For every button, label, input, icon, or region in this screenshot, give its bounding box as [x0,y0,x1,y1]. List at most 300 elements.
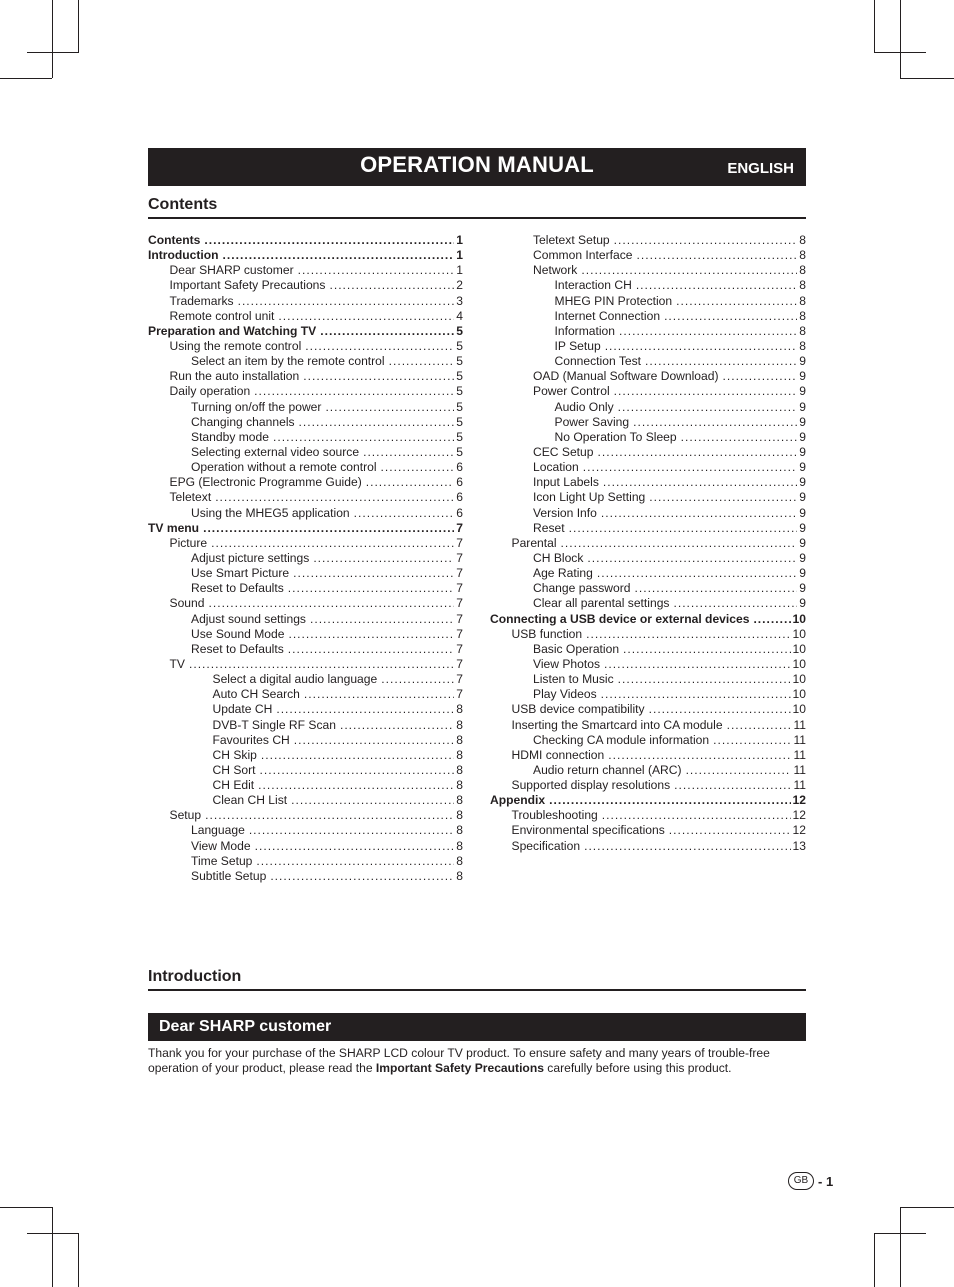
toc-leader-dots [587,551,797,566]
toc-entry-page: 7 [456,656,463,671]
toc-entry-label: Input Labels [533,475,599,490]
toc-entry [148,445,463,460]
toc-entry-label: DVB-T Single RF Scan [212,717,336,732]
toc-leader-dots [320,324,454,339]
introduction-heading: Introduction [148,968,806,991]
crop-mark [900,0,901,78]
toc-entry-label: Use Sound Mode [191,626,285,641]
toc-entry [490,278,806,293]
toc-entry-page: 7 [456,535,463,550]
toc-entry [490,460,806,475]
toc-entry-label: Setup [169,808,202,823]
toc-entry [148,748,463,763]
toc-entry-label: Checking CA module information [533,732,710,747]
toc-entry [148,687,463,702]
toc-leader-dots [569,521,798,536]
toc-entry-page: 10 [792,641,806,656]
crop-mark [52,0,53,78]
toc-entry [490,551,806,566]
toc-entry-label: Play Videos [533,687,597,702]
toc-entry-label: MHEG PIN Protection [554,293,673,308]
toc-entry [490,566,806,581]
toc-leader-dots [310,612,454,627]
title-banner [148,148,806,186]
toc-entry-page: 8 [456,732,463,747]
toc-entry-label: Connection Test [554,354,642,369]
toc-leader-dots [618,672,791,687]
toc-leader-dots [238,294,455,309]
toc-entry [490,430,806,445]
crop-mark [900,78,954,79]
toc-entry-label: Selecting external video source [191,444,360,459]
toc-entry [490,612,806,627]
toc-entry-page: 9 [799,460,806,475]
toc-entry-label: Dear SHARP customer [169,263,294,278]
toc-leader-dots [623,642,791,657]
toc-entry-page: 12 [792,808,806,823]
toc-entry-page: 10 [792,702,806,717]
toc-entry-page: 9 [799,399,806,414]
toc-entry [148,581,463,596]
toc-entry-label: Time Setup [191,853,253,868]
toc-entry-label: Update CH [212,702,273,717]
toc-entry-page: 7 [456,672,463,687]
toc-leader-dots [208,596,454,611]
toc-entry-page: 9 [799,550,806,565]
toc-entry-label: Reset to Defaults [191,581,284,596]
crop-mark [0,78,52,79]
toc-leader-dots [614,384,798,399]
toc-entry-label: Adjust sound settings [191,611,306,626]
toc-leader-dots [260,763,455,778]
toc-entry-label: No Operation To Sleep [554,429,677,444]
toc-leader-dots [649,490,797,505]
toc-leader-dots [381,672,454,687]
toc-entry-label: Standby mode [191,429,269,444]
toc-entry-page: 5 [456,369,463,384]
toc-entry-page: 1 [456,248,463,263]
toc-entry [490,657,806,672]
toc-entry [490,733,806,748]
toc-entry [148,460,463,475]
toc-entry-page: 11 [793,747,806,762]
crop-mark [900,1207,901,1287]
toc-leader-dots [313,551,454,566]
toc-leader-dots [605,339,798,354]
page-title: OPERATION MANUAL [360,152,594,177]
toc-entry-label: Clean CH List [212,793,288,808]
toc-leader-dots [256,854,454,869]
toc-entry-page: 1 [456,233,463,247]
toc-entry-page: 8 [456,717,463,732]
toc-entry [148,627,463,642]
toc-entry-page: 7 [456,550,463,565]
toc-entry [148,354,463,369]
toc-entry-label: View Photos [533,656,601,671]
toc-leader-dots [223,248,455,263]
toc-entry-label: Subtitle Setup [191,868,267,883]
toc-leader-dots [389,354,455,369]
intro-text-part2: carefully before using this product. [543,1061,732,1075]
toc-entry-page: 8 [799,308,806,323]
toc-leader-dots [288,642,455,657]
toc-leader-dots [261,748,454,763]
toc-entry-label: EPG (Electronic Programme Guide) [169,475,362,490]
toc-leader-dots [673,596,797,611]
toc-entry-label: Operation without a remote control [191,460,377,475]
toc-entry-label: CEC Setup [533,444,594,459]
toc-entry [148,808,463,823]
toc-entry-label: Reset [533,520,565,535]
toc-entry-label: Using the remote control [169,338,302,353]
crop-mark [0,1207,52,1208]
toc-leader-dots [723,369,798,384]
toc-leader-dots [636,278,797,293]
toc-leader-dots [298,263,455,278]
toc-entry-page: 9 [799,354,806,369]
toc-leader-dots [597,566,797,581]
toc-entry-page: 8 [799,338,806,353]
toc-entry-page: 6 [456,475,463,490]
toc-entry-page: 7 [456,566,463,581]
toc-leader-dots [278,309,454,324]
toc-leader-dots [294,733,454,748]
toc-leader-dots [581,263,797,278]
toc-entry [148,642,463,657]
toc-entry-page: 9 [799,566,806,581]
dear-customer-heading: Dear SHARP customer [159,1018,332,1035]
toc-entry [148,490,463,505]
toc-leader-dots [602,808,791,823]
toc-entry [490,506,806,521]
toc-entry-label: Network [533,263,578,278]
toc-entry [490,369,806,384]
toc-entry-label: CH Edit [212,778,255,793]
toc-leader-dots [583,460,798,475]
toc-entry-label: Reset to Defaults [191,641,284,656]
toc-entry-page: 7 [456,626,463,641]
toc-entry-page: 7 [456,611,463,626]
toc-entry-page: 8 [456,868,463,883]
toc-leader-dots [604,657,791,672]
toc-entry [490,521,806,536]
toc-leader-dots [329,278,454,293]
toc-entry-label: Auto CH Search [212,687,300,702]
toc-entry-page: 12 [792,793,806,808]
toc-entry-label: Important Safety Precautions [169,278,326,293]
crop-mark [874,1233,926,1234]
toc-entry-page: 5 [456,414,463,429]
toc-entry-page: 9 [799,444,806,459]
toc-entry-label: Common Interface [533,248,633,263]
toc-entry [148,566,463,581]
toc-entry-label: Information [554,323,615,338]
toc-entry [490,596,806,611]
toc-leader-dots [273,430,454,445]
toc-entry-label: Select an item by the remote control [191,354,385,369]
toc-entry [490,823,806,838]
toc-entry-label: Parental [511,535,557,550]
toc-entry-page: 2 [456,278,463,293]
toc-entry [490,778,806,793]
toc-leader-dots [608,748,791,763]
toc-entry [148,294,463,309]
toc-entry-page: 9 [799,429,806,444]
toc-entry-label: Preparation and Watching TV [148,323,317,338]
toc-leader-dots [366,475,455,490]
toc-entry [148,339,463,354]
toc-leader-dots [561,536,798,551]
toc-leader-dots [727,718,792,733]
toc-entry [148,324,463,339]
toc-leader-dots [249,823,454,838]
toc-entry [148,536,463,551]
toc-entry-page: 8 [456,702,463,717]
toc-entry-page: 6 [456,490,463,505]
toc-entry-page: 9 [799,505,806,520]
toc-entry [490,793,806,808]
toc-entry-page: 5 [456,384,463,399]
toc-entry-label: CH Skip [212,747,257,762]
crop-mark [874,52,926,53]
toc-leader-dots [254,384,454,399]
toc-entry-label: Run the auto installation [169,369,300,384]
toc-entry-label: Age Rating [533,566,593,581]
toc-entry-page: 5 [456,399,463,414]
toc-entry-label: Changing channels [191,414,295,429]
page-number: - 1 [818,1173,834,1189]
toc-entry-page: 10 [792,656,806,671]
toc-entry-page: 8 [456,762,463,777]
toc-leader-dots [381,460,455,475]
toc-entry-page: 8 [456,793,463,808]
toc-leader-dots [598,445,798,460]
toc-leader-dots [601,506,797,521]
toc-entry-label: Contents [148,233,201,247]
toc-leader-dots [325,400,454,415]
toc-entry-label: Select a digital audio language [212,672,378,687]
toc-entry [148,521,463,536]
toc-entry-page: 9 [799,581,806,596]
toc-entry [490,475,806,490]
toc-leader-dots [340,718,454,733]
toc-entry [148,248,463,263]
toc-entry-label: Favourites CH [212,732,290,747]
toc-entry [490,642,806,657]
toc-entry-label: CH Sort [212,762,256,777]
toc-leader-dots [203,521,454,536]
toc-leader-dots [258,778,454,793]
toc-entry-label: USB function [511,626,583,641]
toc-entry-label: Power Control [533,384,610,399]
toc-entry-page: 8 [799,263,806,278]
toc-leader-dots [211,536,454,551]
toc-entry [148,506,463,521]
toc-entry-page: 7 [456,641,463,656]
toc-leader-dots [276,702,454,717]
toc-entry [490,415,806,430]
toc-entry-label: Power Saving [554,414,630,429]
crop-mark [900,1207,954,1208]
toc-entry-page: 8 [456,747,463,762]
toc-leader-dots [299,415,455,430]
toc-entry [490,581,806,596]
toc-entry-label: Supported display resolutions [511,778,671,793]
intro-paragraph [148,1046,808,1076]
crop-mark [78,1233,79,1287]
toc-entry [490,627,806,642]
toc-entry-page: 1 [456,263,463,278]
toc-leader-dots [633,415,797,430]
toc-entry-label: Introduction [148,248,219,263]
toc-entry-page: 5 [456,338,463,353]
toc-entry [490,354,806,369]
toc-leader-dots [636,248,797,263]
toc-leader-dots [205,808,454,823]
toc-entry-label: TV menu [148,520,200,535]
toc-entry-label: Version Info [533,505,597,520]
toc-entry [148,369,463,384]
toc-entry-page: 10 [792,672,806,687]
toc-entry [490,233,806,248]
contents-heading: Contents [148,196,806,219]
toc-leader-dots [676,294,797,309]
toc-entry-page: 10 [792,626,806,641]
toc-entry-label: Internet Connection [554,308,661,323]
toc-entry-page: 10 [792,611,806,626]
toc-leader-dots [586,627,790,642]
toc-entry-page: 4 [456,308,463,323]
toc-leader-dots [291,793,454,808]
toc-leader-dots [713,733,791,748]
toc-entry-label: Troubleshooting [511,808,598,823]
toc-entry-page: 7 [456,596,463,611]
toc-entry-label: TV [169,656,185,671]
toc-entry-page: 8 [456,778,463,793]
toc-entry [148,839,463,854]
toc-entry-page: 8 [799,323,806,338]
toc-entry-label: Listen to Music [533,672,614,687]
toc-entry-label: Teletext Setup [533,233,610,247]
toc-entry-page: 13 [792,838,806,853]
toc-entry [490,672,806,687]
toc-leader-dots [255,839,455,854]
toc-entry-label: Interaction CH [554,278,632,293]
toc-entry [490,702,806,717]
toc-entry-label: Inserting the Smartcard into CA module [511,717,723,732]
toc-entry [148,384,463,399]
toc-leader-dots [363,445,454,460]
toc-leader-dots [619,324,797,339]
toc-entry-label: Adjust picture settings [191,550,310,565]
toc-entry-label: HDMI connection [511,747,605,762]
toc-right-column [490,233,806,854]
toc-entry [490,718,806,733]
crop-mark [78,0,79,52]
toc-entry-label: IP Setup [554,338,601,353]
toc-leader-dots [681,430,798,445]
toc-entry [490,400,806,415]
toc-leader-dots [674,778,791,793]
toc-entry [148,309,463,324]
toc-leader-dots [669,823,791,838]
toc-entry-label: Environmental specifications [511,823,665,838]
toc-entry [148,263,463,278]
toc-entry-label: OAD (Manual Software Download) [533,369,719,384]
toc-entry-page: 7 [456,687,463,702]
toc-entry-label: Turning on/off the power [191,399,322,414]
toc-entry-page: 8 [456,853,463,868]
toc-entry [490,248,806,263]
toc-leader-dots [189,657,454,672]
toc-entry-page: 9 [799,369,806,384]
toc-entry [148,763,463,778]
toc-entry-page: 11 [793,762,806,777]
toc-entry [148,596,463,611]
toc-leader-dots [649,702,791,717]
toc-entry [490,384,806,399]
toc-entry-label: Sound [169,596,205,611]
toc-entry [148,823,463,838]
toc-entry-label: Use Smart Picture [191,566,290,581]
toc-leader-dots [303,369,454,384]
toc-entry [148,475,463,490]
toc-entry [148,854,463,869]
toc-entry-label: USB device compatibility [511,702,645,717]
toc-entry-page: 9 [799,520,806,535]
toc-entry [148,430,463,445]
toc-entry-page: 6 [456,460,463,475]
toc-entry-label: Remote control unit [169,308,275,323]
toc-entry-label: Audio Only [554,399,614,414]
toc-entry [148,612,463,627]
toc-leader-dots [215,490,454,505]
toc-entry-page: 11 [793,778,806,793]
language-label: ENGLISH [727,160,794,177]
toc-leader-dots [645,354,797,369]
toc-leader-dots [603,475,797,490]
toc-entry-label: Location [533,460,579,475]
toc-leader-dots [686,763,792,778]
toc-entry [490,839,806,854]
toc-entry [490,294,806,309]
toc-entry [148,718,463,733]
toc-leader-dots [288,627,454,642]
toc-entry-label: Language [191,823,245,838]
toc-entry-page: 8 [799,293,806,308]
toc-left-column [148,233,463,884]
toc-entry [490,763,806,778]
toc-entry [148,657,463,672]
toc-entry-page: 8 [456,808,463,823]
dear-customer-banner [148,1013,806,1041]
toc-entry [148,778,463,793]
toc-entry-label: Using the MHEG5 application [191,505,350,520]
toc-leader-dots [288,581,455,596]
toc-leader-dots [634,581,797,596]
toc-entry-page: 11 [793,717,806,732]
toc-entry-page: 7 [456,581,463,596]
toc-entry-label: Icon Light Up Setting [533,490,646,505]
intro-text-bold: Important Safety Precautions [375,1061,544,1075]
toc-entry [490,536,806,551]
page-footer [788,1172,833,1190]
toc-entry [148,733,463,748]
toc-entry [148,415,463,430]
toc-entry-label: Daily operation [169,384,251,399]
toc-entry-page: 5 [456,429,463,444]
toc-entry [148,702,463,717]
